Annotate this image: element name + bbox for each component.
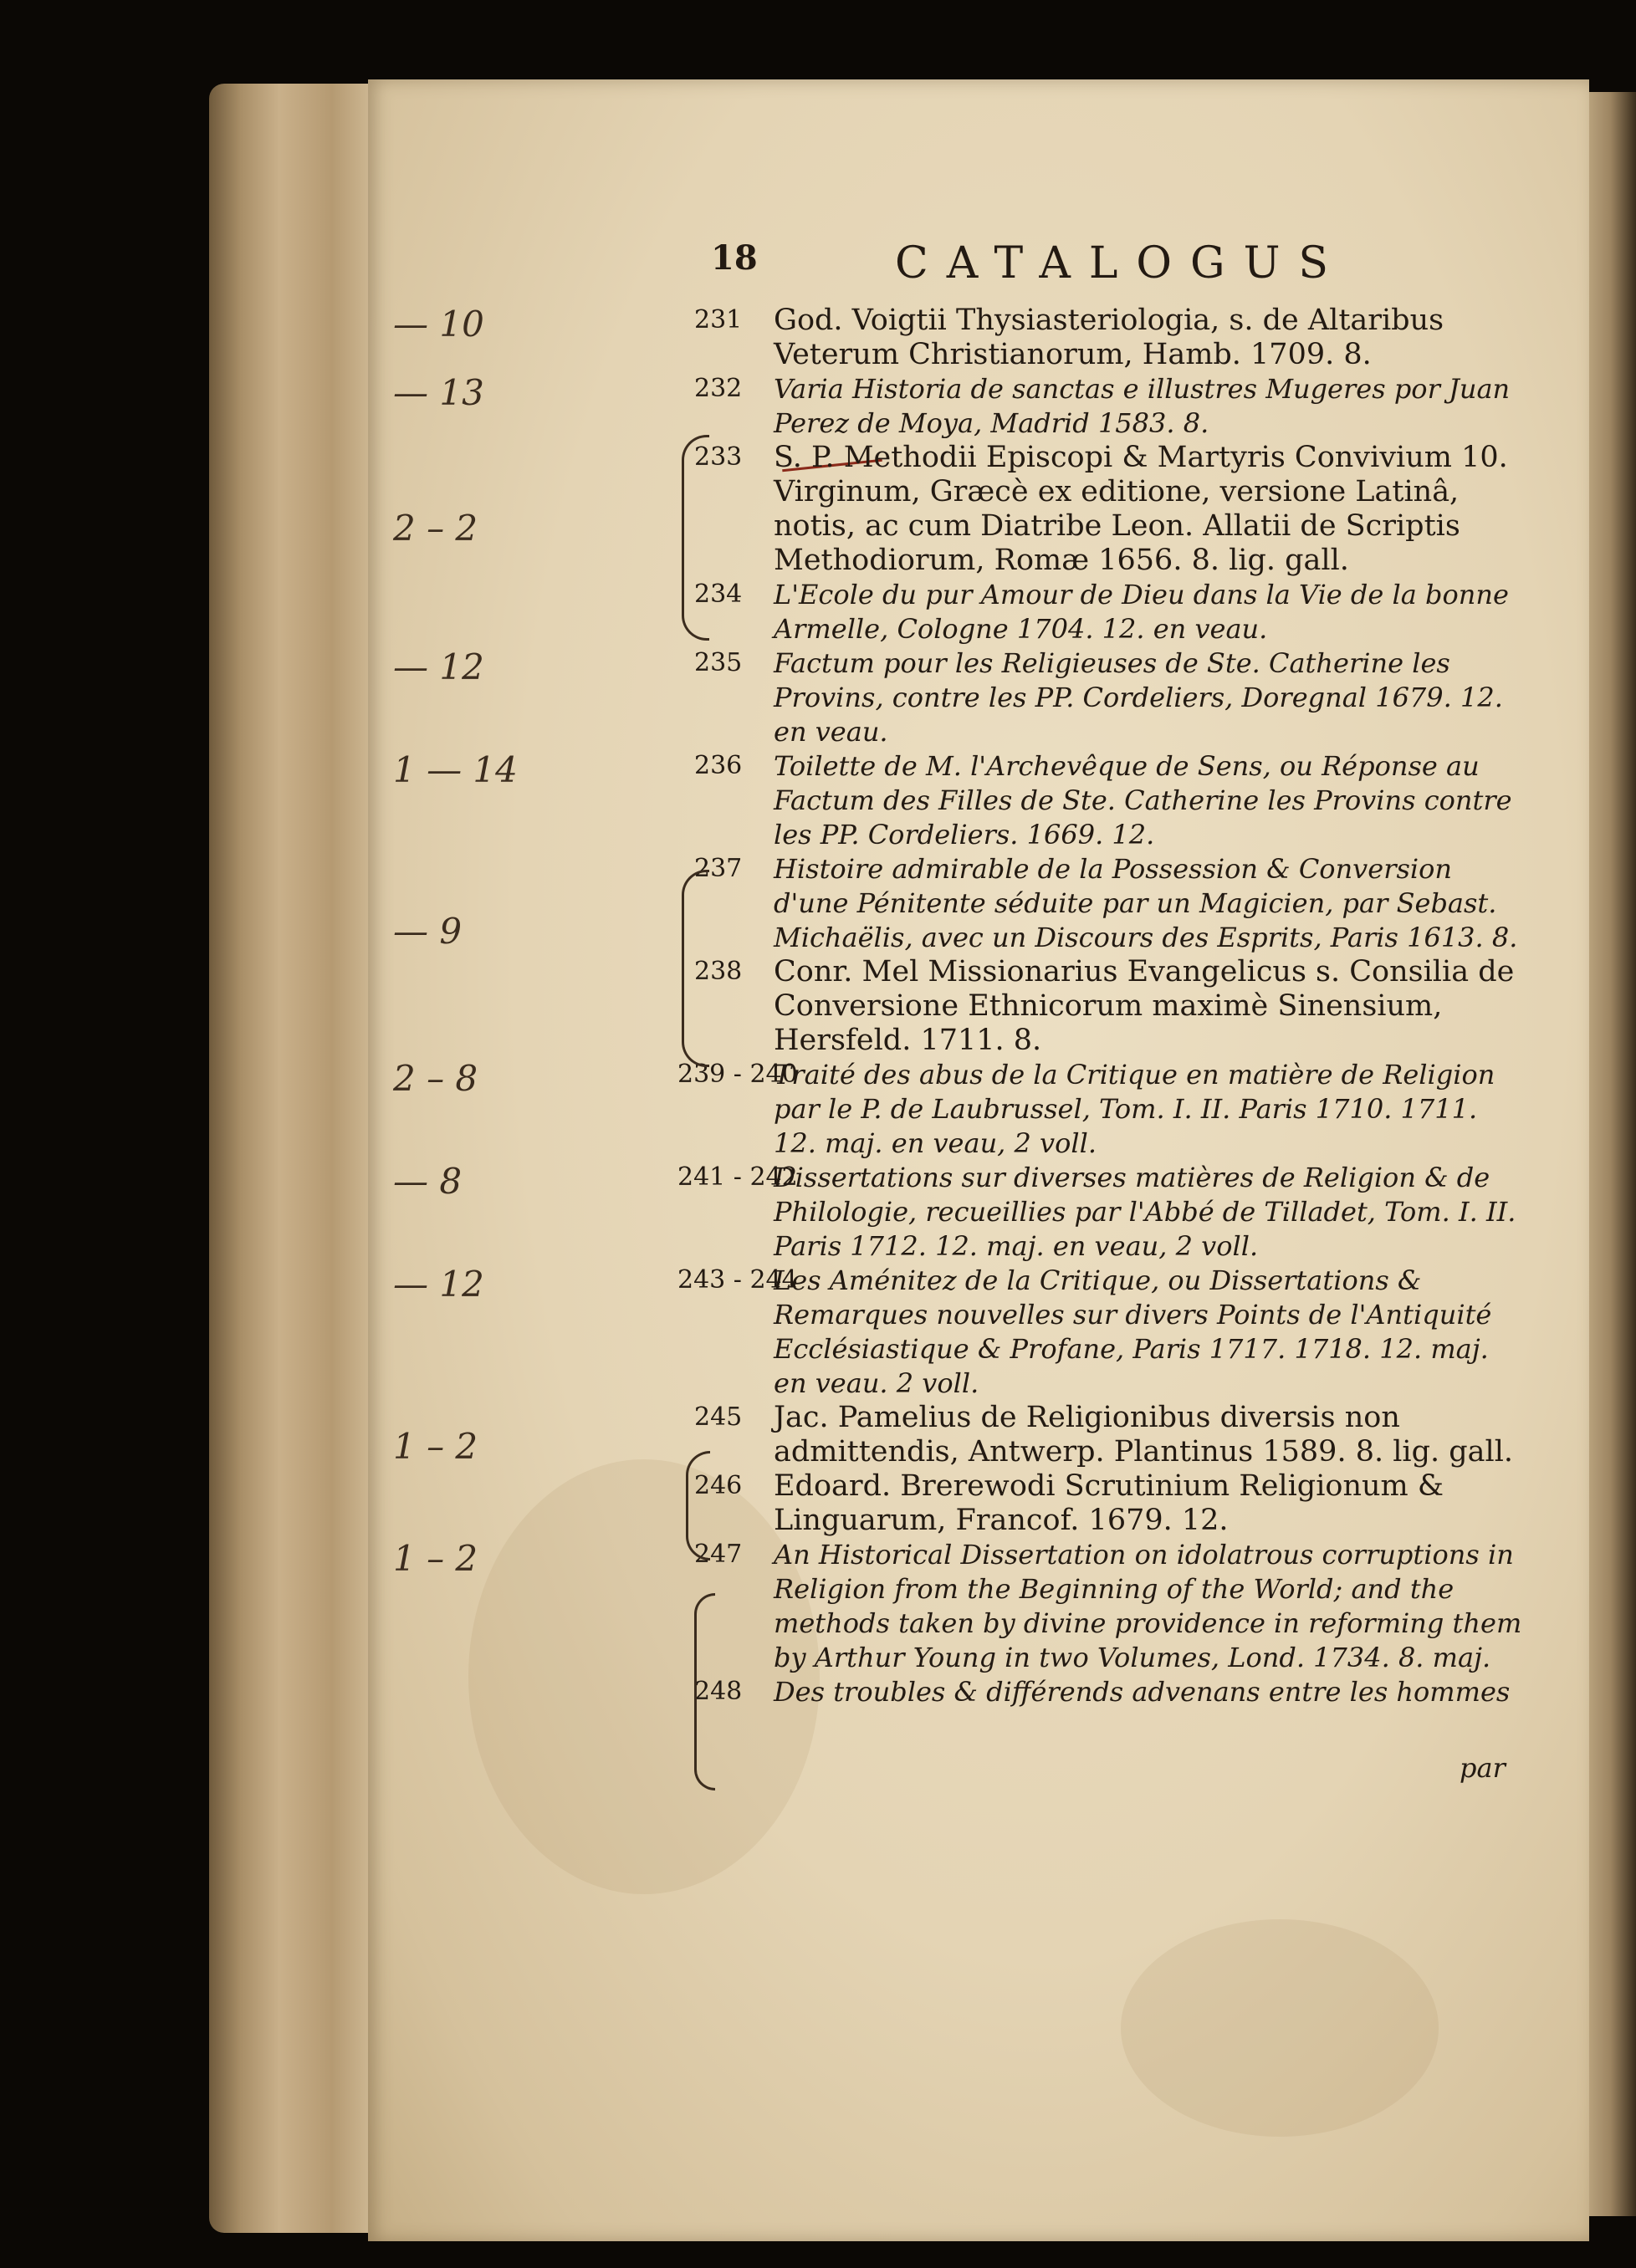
text-block	[393, 238, 1522, 1709]
list-item	[393, 304, 1522, 372]
entry-text: Jac. Pamelius de Religionibus diversis non admittendis, Antwerp. Plantinus 1589. 8. lig. gall.	[774, 1401, 1514, 1469]
entry-number: 235	[694, 648, 743, 677]
entry-number: 234	[694, 580, 743, 609]
entry-text: Edoard. Brerewodi Scrutinium Religionum & Linguarum, Francof. 1679. 12.	[774, 1469, 1444, 1537]
list-item	[393, 852, 1522, 955]
handwritten-bracket	[694, 1593, 715, 1790]
page-header	[393, 238, 1522, 297]
book-spine	[209, 84, 385, 2233]
entry-number: 232	[694, 374, 743, 403]
entry-text: Traité des abus de la Critique en matière de Religion par le P. de Laubrussel, Tom. I. II. Paris 1710. 1711. 12. maj. en veau, 2 voll.	[774, 1059, 1495, 1159]
handwritten-note: — 12	[393, 646, 484, 687]
entry-text: L'Ecole du pur Amour de Dieu dans la Vie de la bonne Armelle, Cologne 1704. 12. en veau.	[774, 579, 1509, 645]
entry-text: S. P. Methodii Episcopi & Martyris Convivium 10. Virginum, Græcè ex editione, versione Latinâ, notis, ac cum Diatribe Leon. Allatii de Scriptis Methodiorum, Romæ 1656. 8. lig. gall.	[774, 441, 1508, 577]
list-item	[393, 1058, 1522, 1161]
list-item	[393, 1401, 1522, 1469]
handwritten-note: — 9	[393, 911, 463, 952]
entry-number: 243 - 244	[677, 1265, 798, 1295]
entry-text: Conr. Mel Missionarius Evangelicus s. Consilia de Conversione Ethnicorum maximè Sinensium, Hersfeld. 1711. 8.	[774, 955, 1515, 1057]
entry-text: Histoire admirable de la Possession & Conversion d'une Pénitente séduite par un Magicien, par Sebast. Michaëlis, avec un Discours des Esprits, Paris 1613. 8.	[774, 853, 1518, 953]
list-item	[393, 441, 1522, 578]
paper-stain	[1121, 1919, 1439, 2137]
handwritten-bracket	[682, 870, 709, 1067]
handwritten-note: — 8	[393, 1161, 463, 1202]
list-item	[393, 372, 1522, 441]
entry-text: Varia Historia de sanctas e illustres Mugeres por Juan Perez de Moya, Madrid 1583. 8.	[774, 373, 1511, 439]
page-number: 18	[711, 238, 758, 278]
list-item	[393, 1469, 1522, 1538]
entry-number: 247	[694, 1540, 743, 1569]
list-item	[393, 955, 1522, 1058]
page-title: CATALOGUS	[895, 238, 1347, 289]
entry-number: 238	[694, 957, 743, 986]
entry-text: God. Voigtii Thysiasteriologia, s. de Altaribus Veterum Christianorum, Hamb. 1709. 8.	[774, 304, 1444, 371]
entry-number: 246	[694, 1471, 743, 1500]
catchword: par	[1460, 1752, 1506, 1784]
entry-text: Toilette de M. l'Archevêque de Sens, ou Réponse au Factum des Filles de Ste. Catherine les Provins contre les PP. Cordeliers. 1669. 12.	[774, 750, 1512, 850]
entry-number: 248	[694, 1677, 743, 1706]
handwritten-note: 1 – 2	[393, 1426, 478, 1467]
list-item	[393, 1264, 1522, 1401]
handwritten-note: 1 — 14	[393, 749, 518, 790]
handwritten-note: — 12	[393, 1264, 484, 1305]
list-item	[393, 646, 1522, 749]
list-item	[393, 749, 1522, 852]
entry-number: 231	[694, 305, 743, 335]
entry-list	[393, 304, 1522, 1709]
entry-text: Les Aménitez de la Critique, ou Dissertations & Remarques nouvelles sur divers Points de l'Antiquité Ecclésiastique & Profane, Paris 1717. 1718. 12. maj. en veau. 2 voll.	[774, 1264, 1492, 1399]
handwritten-bracket	[686, 1451, 710, 1561]
list-item	[393, 1161, 1522, 1264]
entry-number: 239 - 240	[677, 1060, 798, 1089]
entry-number: 241 - 242	[677, 1162, 798, 1192]
handwritten-note: — 10	[393, 304, 484, 345]
entry-number: 233	[694, 442, 743, 472]
handwritten-note: 2 – 8	[393, 1058, 478, 1099]
entry-text: Des troubles & différends advenans entre les hommes	[774, 1676, 1511, 1708]
entry-number: 237	[694, 854, 743, 883]
list-item	[393, 1538, 1522, 1675]
list-item	[393, 1675, 1522, 1709]
handwritten-note: 1 – 2	[393, 1538, 478, 1579]
handwritten-note: 2 – 2	[393, 508, 478, 549]
entry-text: An Historical Dissertation on idolatrous corruptions in Religion from the Beginning of the World; and the methods taken by divine providence in reforming them by Arthur Young in two Volumes, Lond. 1734. 8. maj.	[774, 1539, 1522, 1673]
entry-number: 236	[694, 751, 743, 780]
entry-number: 245	[694, 1402, 743, 1432]
handwritten-note: — 13	[393, 372, 484, 413]
entry-text: Factum pour les Religieuses de Ste. Catherine les Provins, contre les PP. Cordeliers, Doregnal 1679. 12. en veau.	[774, 647, 1503, 748]
entry-text: Dissertations sur diverses matières de Religion & de Philologie, recueillies par l'Abbé de Tilladet, Tom. I. II. Paris 1712. 12. maj. en veau, 2 voll.	[774, 1162, 1516, 1262]
handwritten-bracket	[682, 435, 709, 641]
list-item	[393, 578, 1522, 646]
